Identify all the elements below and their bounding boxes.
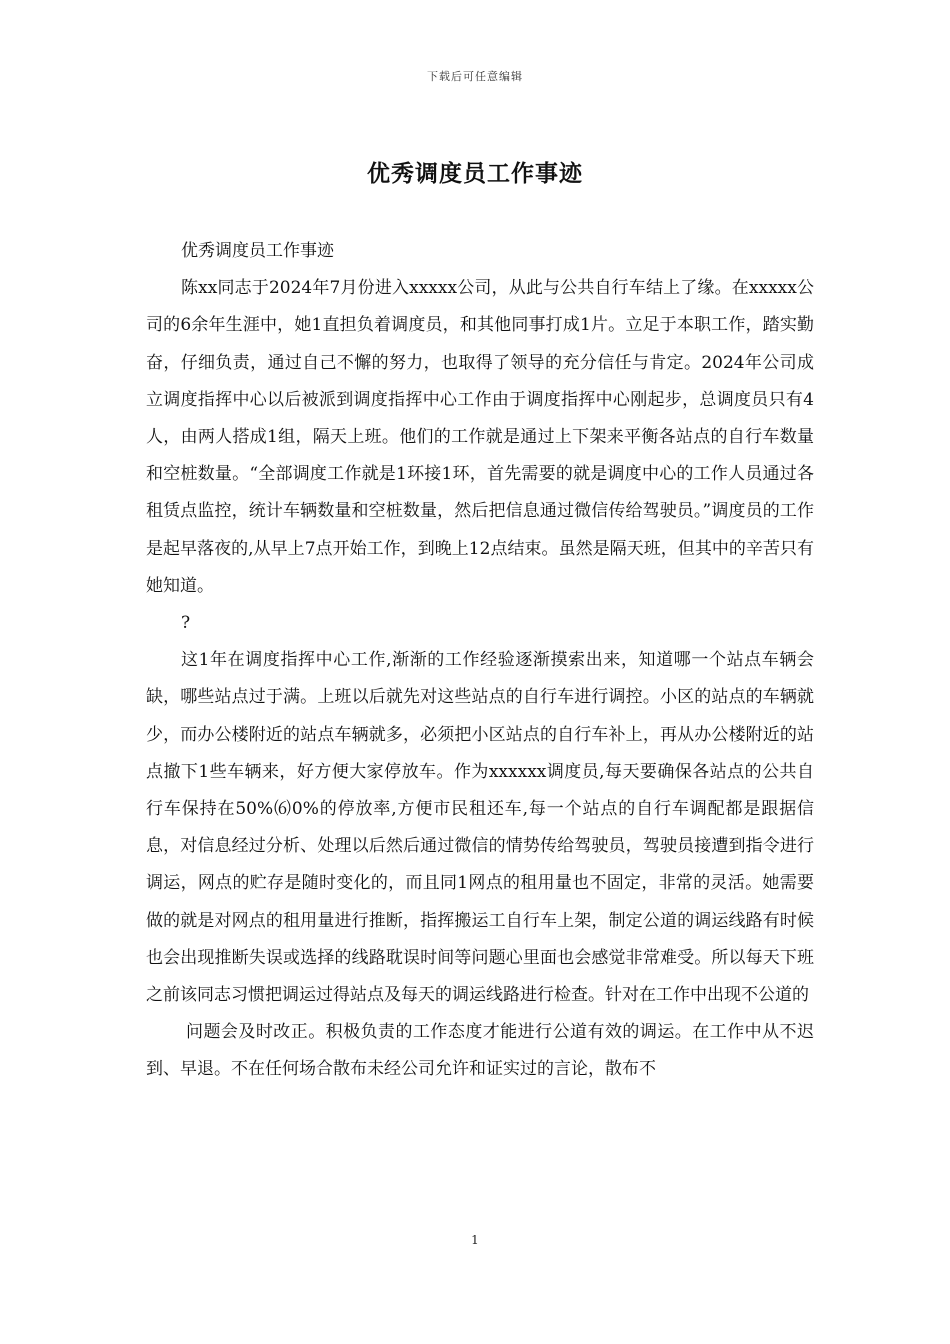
header-note: 下载后可任意编辑 [427,70,523,83]
paragraph-subtitle: 优秀调度员工作事迹 [181,241,334,261]
paragraph-continuation: 问题会及时改正。积极负责的工作态度才能进行公道有效的调运。在工作中从不迟到、早退。不在任何场合散布未经公司允许和证实过的言论，散布不 [146,1022,814,1080]
paragraph-question-mark: ? [181,613,191,634]
paragraph-intro: 陈xx同志于2024年7月份进入xxxxx公司，从此与公共自行车结上了缘。在xxxxx公司的6余年生涯中，她1直担负着调度员，和其他同事打成1片。立足于本职工作，踏实勤奋，仔细负责，通过自己不懈的努力，也取得了领导的充分信任与肯定。2024年公司成立调度指挥中心以后被派到调度指挥中心工作由于调度指挥中心刚起步，总调度员只有4人，由两人搭成1组，隔天上班。他们的工作就是通过上下架来平衡各站点的自行车数量和空桩数量。“全部调度工作就是1环接1环，首先需要的就是调度中心的工作人员通过各租赁点监控，统计车辆数量和空桩数量，然后把信息通过微信传给驾驶员。”调度员的工作是起早落夜的,从早上7点开始工作，到晚上12点结束。虽然是隔天班，但其中的辛苦只有她知道。 [146,278,814,596]
paragraph-work-experience: 这1年在调度指挥中心工作,渐渐的工作经验逐渐摸索出来，知道哪一个站点车辆会缺，哪些站点过于满。上班以后就先对这些站点的自行车进行调控。小区的站点的车辆就少，而办公楼附近的站点车辆就多，必须把小区站点的自行车补上，再从办公楼附近的站点撤下1些车辆来，好方便大家停放车。作为xxxxxx调度员,每天要确保各站点的公共自行车保持在50%⑹0%的停放率,方便市民租还车,每一个站点的自行车调配都是跟据信息，对信息经过分析、处理以后然后通过微信的情势传给驾驶员，驾驶员接遭到指令进行调运，网点的贮存是随时变化的，而且同1网点的租用量也不固定，非常的灵活。她需要做的就是对网点的租用量进行推断，指挥搬运工自行车上架，制定公道的调运线路有时候也会出现推断失误或选择的线路耽误时间等问题心里面也会感觉非常难受。所以每天下班之前该同志习惯把调运过得站点及每天的调运线路进行检查。针对在工作中出现不公道的 [146,650,814,1006]
document-body [146,233,814,1089]
document-title: 优秀调度员工作事迹 [367,160,583,187]
page-number: 1 [471,1233,479,1247]
